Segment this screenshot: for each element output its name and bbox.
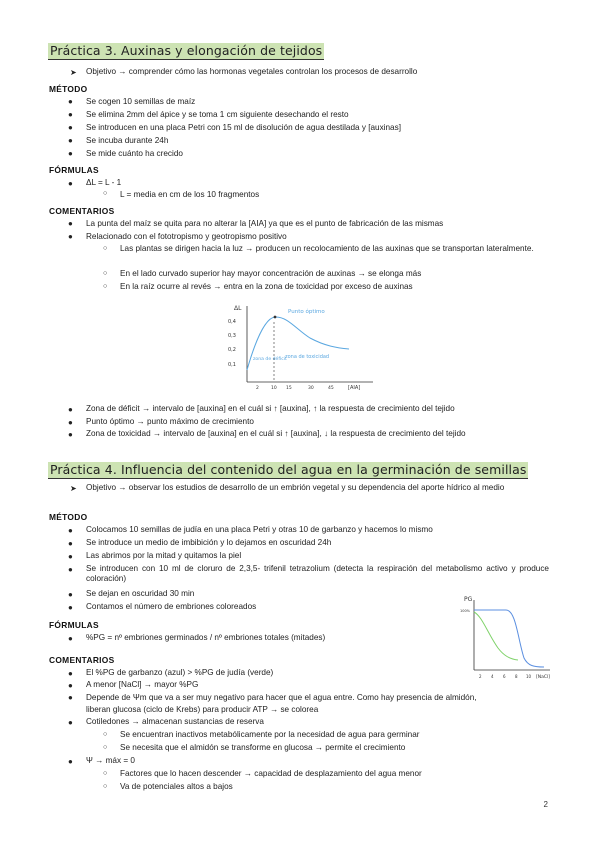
method-item: Se cogen 10 semillas de maíz — [86, 97, 196, 106]
bullet-icon: ● — [68, 232, 73, 241]
objective-text: Objetivo → observar los estudios de desarrollo de un embrión vegetal y su dependencia del aporte hídrico al medio — [86, 483, 505, 492]
auxin-response-chart — [225, 300, 385, 394]
x-tick-label: 10 — [526, 674, 532, 679]
formulas-heading: FÓRMULAS — [49, 620, 99, 630]
x-axis-label: [AIA] — [348, 385, 361, 391]
x-tick-label: 4 — [491, 674, 494, 679]
method-item: Se elimina 2mm del ápice y se toma 1 cm siguiente desechando el resto — [86, 110, 349, 119]
bullet-icon: ● — [68, 97, 73, 106]
x-tick-label: 10 — [271, 386, 277, 391]
comment-item: A menor [NaCl] → mayor %PG — [86, 680, 199, 689]
subcomment-item: Las plantas se dirigen hacia la luz → producen un recolocamiento de las auxinas que se transportan lateralmente. — [120, 244, 534, 253]
comment-item: El %PG de garbanzo (azul) > %PG de judía (verde) — [86, 668, 274, 677]
comment-item: Depende de Ψm que va a ser muy negativo para hacer que el agua entre. Como hay presencia de almidón, liberan glucosa (ciclo de Krebs) para producir ATP → se colorea — [86, 693, 477, 714]
y-tick-label: 0,4 — [228, 319, 236, 325]
after-chart-item: Zona de toxicidad → intervalo de [auxina] en el cuál si ↑ [auxina], ↓ la respuesta de crecimiento del tejido — [86, 429, 466, 438]
comment-item: Relacionado con el fototropismo y geotropismo positivo — [86, 232, 287, 241]
circle-bullet-icon: ○ — [103, 270, 108, 277]
section-title-practica-4: Práctica 4. Influencia del contenido del agua en la germinación de semillas — [50, 462, 527, 477]
method-item: Se introducen con 10 ml de cloruro de 2,3,5- trifenil tetrazolium (detecta la respiración del metabolismo activo y produce coloración) — [86, 564, 549, 583]
growth-curve — [247, 317, 349, 370]
bullet-icon: ● — [68, 219, 73, 228]
circle-bullet-icon: ○ — [103, 783, 108, 790]
bullet-icon: ● — [68, 565, 73, 574]
toxicity-zone-label: zona de toxicidad — [285, 354, 330, 360]
bullet-icon: ● — [68, 123, 73, 132]
bullet-icon: ● — [68, 149, 73, 158]
bullet-icon: ● — [68, 136, 73, 145]
bullet-icon: ● — [68, 552, 73, 561]
x-tick-label: 8 — [515, 674, 518, 679]
x-axis-label: [NaCl] — [536, 675, 551, 680]
psi-item: Ψ → máx = 0 — [86, 756, 135, 765]
method-item: Se dejan en oscuridad 30 min — [86, 589, 195, 598]
subcomment-item: Va de potenciales altos a bajos — [120, 782, 233, 791]
y-max-label: 100% — [460, 609, 471, 613]
subcomment-item: Se necesita que el almidón se transforme en glucosa → permite el crecimiento — [120, 743, 406, 752]
formula-sub-text: L = media en cm de los 10 fragmentos — [120, 190, 260, 199]
method-item: Las abrimos por la mitad y quitamos la piel — [86, 551, 242, 560]
subcomment-item: Se encuentran inactivos metabólicamente por la necesidad de agua para germinar — [120, 730, 420, 739]
x-tick-label: 6 — [503, 674, 506, 679]
bullet-icon: ● — [68, 405, 73, 414]
y-tick-label: 0,1 — [228, 362, 236, 368]
circle-bullet-icon: ○ — [103, 245, 108, 252]
section-title-practica-3: Práctica 3. Auxinas y elongación de tejidos — [50, 43, 323, 58]
deficit-zone-label: zona de déficit — [253, 357, 287, 362]
bullet-icon: ● — [68, 179, 73, 188]
chickpea-curve — [474, 610, 544, 667]
method-item: Se introducen en una placa Petri con 15 ml de disolución de agua destilada y [auxinas] — [86, 123, 401, 132]
germination-chart — [458, 592, 558, 684]
after-chart-item: Punto óptimo → punto máximo de crecimiento — [86, 417, 254, 426]
objective-text: Objetivo → comprender cómo las hormonas vegetales controlan los procesos de desarrollo — [86, 67, 418, 76]
bullet-icon: ● — [68, 669, 73, 678]
x-tick-label: 45 — [328, 386, 334, 391]
method-heading: MÉTODO — [49, 512, 88, 522]
x-tick-label: 30 — [308, 386, 314, 391]
comments-heading: COMENTARIOS — [49, 655, 115, 665]
arrow-bullet-icon: ➤ — [70, 68, 77, 77]
bean-curve — [474, 612, 518, 660]
circle-bullet-icon: ○ — [103, 744, 108, 751]
method-item: Se introduce un medio de imbibición y lo dejamos en oscuridad 24h — [86, 538, 332, 547]
method-item: Contamos el número de embriones coloreados — [86, 602, 257, 611]
bullet-icon: ● — [68, 110, 73, 119]
method-heading: MÉTODO — [49, 84, 88, 94]
circle-bullet-icon: ○ — [103, 190, 108, 197]
bullet-icon: ● — [68, 681, 73, 690]
circle-bullet-icon: ○ — [103, 731, 108, 738]
bullet-icon: ● — [68, 718, 73, 727]
method-item: Se incuba durante 24h — [86, 136, 169, 145]
y-axis-label: ΔL — [234, 305, 242, 312]
x-tick-label: 15 — [286, 386, 292, 391]
bullet-icon: ● — [68, 590, 73, 599]
optimum-point — [274, 316, 277, 319]
method-item: Colocamos 10 semillas de judía en una placa Petri y otras 10 de garbanzo y hacemos lo mismo — [86, 525, 433, 534]
bullet-icon: ● — [68, 526, 73, 535]
comments-heading: COMENTARIOS — [49, 206, 115, 216]
subcomment-item: En la raíz ocurre al revés → entra en la zona de toxicidad por exceso de auxinas — [120, 282, 413, 291]
subcomment-item: Factores que lo hacen descender → capacidad de desplazamiento del agua menor — [120, 769, 422, 778]
formula-text: ΔL = L - 1 — [86, 178, 122, 187]
bullet-icon: ● — [68, 603, 73, 612]
subcomment-item: En el lado curvado superior hay mayor concentración de auxinas → se elonga más — [120, 269, 422, 278]
bullet-icon: ● — [68, 418, 73, 427]
bullet-icon: ● — [68, 757, 73, 766]
after-chart-item: Zona de déficit → intervalo de [auxina] en el cuál si ↑ [auxina], ↑ la respuesta de crecimiento del tejido — [86, 404, 455, 413]
circle-bullet-icon: ○ — [103, 283, 108, 290]
optimum-label: Punto óptimo — [288, 309, 325, 315]
y-axis-label: PG — [464, 596, 473, 603]
comment-item: Cotiledones → almacenan sustancias de reserva — [86, 717, 264, 726]
arrow-bullet-icon: ➤ — [70, 484, 77, 493]
page-number: 2 — [543, 800, 548, 809]
formula-text: %PG = nº embriones germinados / nº embriones totales (mitades) — [86, 633, 326, 642]
bullet-icon: ● — [68, 634, 73, 643]
y-tick-label: 0,3 — [228, 333, 236, 339]
comment-item: La punta del maíz se quita para no alterar la [AIA] ya que es el punto de fabricación de las mismas — [86, 219, 444, 228]
y-tick-label: 0,2 — [228, 347, 236, 353]
method-item: Se mide cuánto ha crecido — [86, 149, 183, 158]
circle-bullet-icon: ○ — [103, 770, 108, 777]
bullet-icon: ● — [68, 693, 73, 702]
x-tick-label: 2 — [479, 674, 482, 679]
bullet-icon: ● — [68, 430, 73, 439]
x-tick-label: 2 — [256, 386, 259, 391]
bullet-icon: ● — [68, 539, 73, 548]
formulas-heading: FÓRMULAS — [49, 165, 99, 175]
